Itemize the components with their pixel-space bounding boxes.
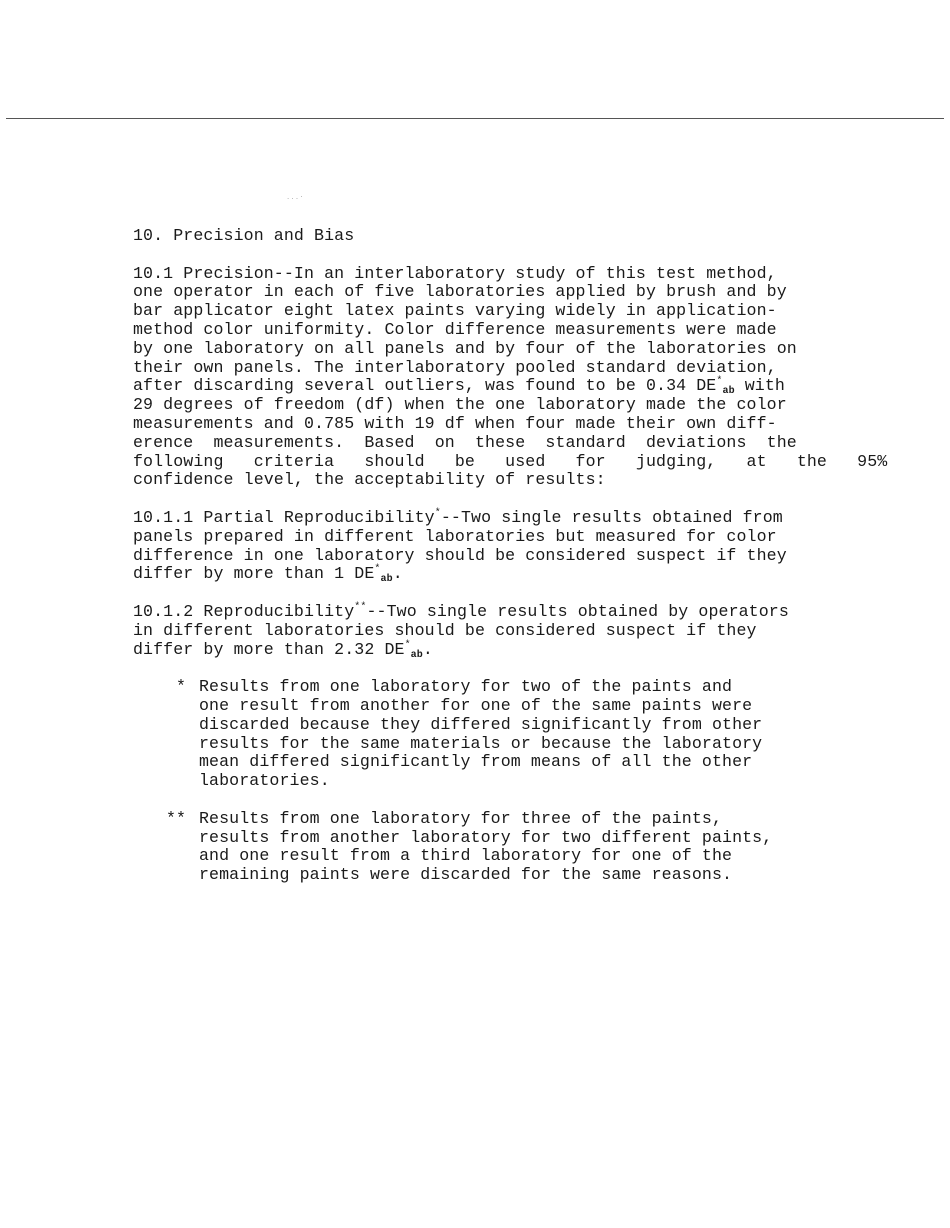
text-line [133,603,873,622]
text-line: in different laboratories should be considered suspect if they [133,620,757,640]
text-line: their own panels. The interlaboratory pooled standard deviation, [133,357,777,377]
star-superscript: * [434,507,441,519]
text-line: erence measurements. Based on these standard deviations the [133,432,797,452]
text-line [133,641,873,660]
text-fragment: after discarding several outliers, was found to be 0.34 DE [133,376,717,396]
text-line: Results from one laboratory for three of the paints, [199,808,723,828]
footnote-marker: ** [166,808,187,828]
text-line [133,509,873,528]
text-line: following criteria should be used for judging, at the 95% [133,451,888,471]
text-fragment: . [392,564,403,584]
text-line: results for the same materials or because the laboratory [199,733,763,753]
precision-paragraph [133,263,888,491]
text-line: one result from another for one of the same paints were [199,695,753,715]
ab-subscript: ab [410,649,423,661]
text-fragment: 10.1.2 Reproducibility [133,601,355,621]
text-fragment: --Two single results obtained from [440,507,783,527]
star-superscript: * [404,639,411,651]
text-line: Results from one laboratory for two of the paints and [199,677,733,697]
text-fragment: differ by more than 1 DE [133,564,375,584]
text-line: laboratories. [199,771,330,791]
footnote-single-star [133,678,873,791]
scan-speck: . . . · [287,193,303,201]
footnote-body [199,678,873,791]
section-heading: 10. Precision and Bias [133,226,355,245]
text-line: method color uniformity. Color difference measurements were made [133,319,777,339]
text-fragment: differ by more than 2.32 DE [133,639,405,659]
text-line: confidence level, the acceptability of results: [133,470,606,490]
text-line: results from another laboratory for two different paints, [199,827,773,847]
footnote-body [199,810,873,885]
text-line: and one result from a third laboratory for one of the [199,846,733,866]
text-fragment: with [734,376,785,396]
footnote-marker: * [176,677,187,697]
text-line: discarded because they differed significantly from other [199,714,763,734]
top-horizontal-rule [6,118,944,119]
reproducibility-paragraph [133,603,873,659]
text-line: bar applicator eight latex paints varying widely in application- [133,301,777,321]
text-line [133,377,873,396]
ab-subscript: ab [722,386,735,398]
star-superscript: * [716,376,723,388]
text-fragment: . [422,639,433,659]
double-star-superscript: ** [354,601,367,613]
ab-subscript: ab [380,574,393,586]
text-line: mean differed significantly from means of all the other [199,752,753,772]
text-line: remaining paints were discarded for the same reasons. [199,865,733,885]
text-fragment: --Two single results obtained by operators [366,601,789,621]
text-line: difference in one laboratory should be considered suspect if they [133,545,787,565]
partial-reproducibility-paragraph [133,509,873,584]
text-fragment: 10.1.1 Partial Reproducibility [133,507,435,527]
footnote-double-star [133,810,873,885]
document-page [133,226,888,904]
text-line: measurements and 0.785 with 19 df when four made their own diff- [133,413,777,433]
text-line: by one laboratory on all panels and by four of the laboratories on [133,338,797,358]
text-line: 10.1 Precision--In an interlaboratory study of this test method, [133,263,777,283]
star-superscript: * [374,564,381,576]
text-line: one operator in each of five laboratories applied by brush and by [133,282,787,302]
text-line: panels prepared in different laboratories but measured for color [133,526,777,546]
text-line [133,565,873,584]
text-line: 29 degrees of freedom (df) when the one laboratory made the color [133,395,787,415]
